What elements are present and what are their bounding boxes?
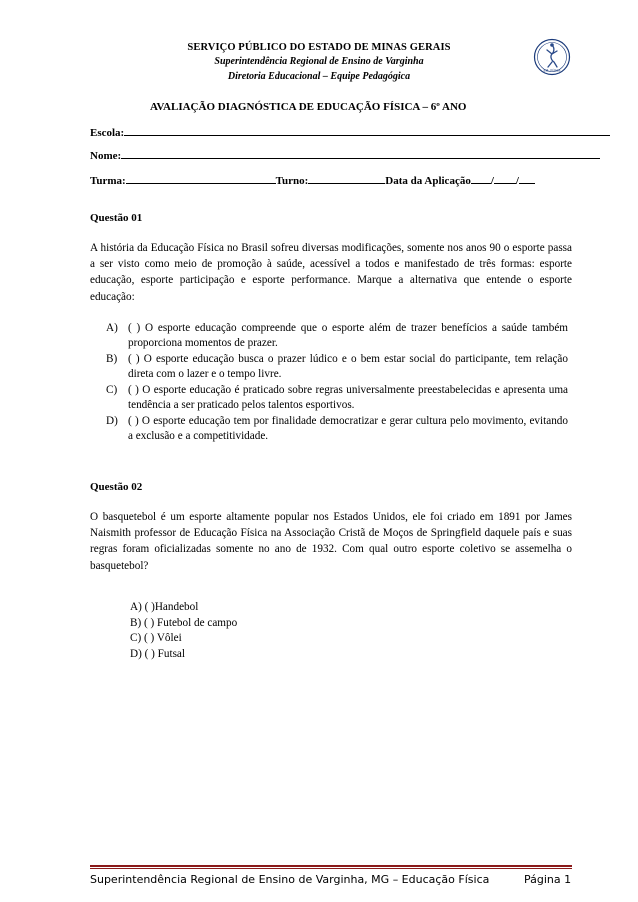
header-superintendence: Superintendência Regional de Ensino de Varginha — [214, 56, 424, 67]
question-2-text: O basquetebol é um esporte altamente popular nos Estados Unidos, ele foi criado em 1891 por James Naismith professor de Educação Física na Associação Cristã de Moços de Springfield daquele país e suas regras foram oficializadas somente no ano de 1932. Com qual outro esporte coletivo se assemelha o basquetebol? — [90, 511, 572, 572]
school-label: Escola: — [90, 127, 125, 139]
class-line[interactable] — [126, 172, 276, 184]
footer-text: Superintendência Regional de Ensino de Varginha, MG – Educação Física — [90, 873, 490, 886]
shift-line[interactable] — [308, 172, 385, 184]
question-2-option-b[interactable]: B) ( ) Futebol de campo — [130, 616, 238, 629]
option-letter: D) — [106, 415, 118, 427]
option-text: ( ) O esporte educação tem por finalidade democratizar e gerar cultura pelo movimento, evitando a exclusão e a competitividade. — [128, 415, 568, 443]
class-label: Turma: — [90, 175, 126, 187]
option-text: ( ) O esporte educação busca o prazer lúdico e o bem estar social do participante, tem relação direta com o lazer e o tempo livre. — [128, 353, 568, 381]
date-year-line[interactable] — [519, 172, 535, 184]
question-1-option-a[interactable] — [106, 321, 572, 351]
physical-education-seal-icon — [533, 38, 571, 76]
question-2-option-d[interactable]: D) ( ) Futsal — [130, 647, 185, 660]
header-state-title: SERVIÇO PÚBLICO DO ESTADO DE MINAS GERAIS — [187, 42, 451, 53]
question-1-title: Questão 01 — [90, 212, 143, 224]
question-1-option-c[interactable] — [106, 383, 572, 413]
date-month-line[interactable] — [494, 172, 516, 184]
question-2-option-a[interactable]: A) ( )Handebol — [130, 601, 199, 613]
svg-text:Ed. Física: Ed. Física — [543, 68, 561, 73]
question-1-text: A história da Educação Física no Brasil sofreu diversas modificações, somente nos anos 90 o esporte passa a ser visto como meio de promoção à saúde, acessível a todos e manifestado de três formas: esporte educação, esporte participação e esporte performance. Marque a alternativa que entende o esporte educação: — [90, 242, 572, 303]
date-separator-1: / — [490, 175, 494, 187]
option-text: ( ) O esporte educação é praticado sobre regras universalmente preestabelecidas e apresenta uma tendência a ser praticado pelos talentos esportivos. — [128, 384, 568, 412]
option-letter: A) — [106, 322, 118, 334]
question-2-option-c[interactable]: C) ( ) Vôlei — [130, 632, 182, 644]
option-letter: B) — [106, 353, 118, 365]
school-field[interactable] — [90, 124, 610, 139]
date-label: Data da Aplicação — [385, 175, 471, 187]
shift-label: Turno: — [275, 175, 309, 187]
school-line[interactable] — [124, 124, 610, 136]
date-separator-2: / — [515, 175, 519, 187]
date-day-line[interactable] — [471, 172, 491, 184]
page-number: Página 1 — [524, 873, 572, 886]
name-line[interactable] — [121, 147, 600, 159]
question-2-options — [130, 600, 237, 662]
option-text: ( ) O esporte educação compreende que o esporte além de trazer benefícios a saúde também proporciona momentos de prazer. — [128, 322, 568, 350]
question-2-title: Questão 02 — [90, 481, 143, 493]
exam-title: AVALIAÇÃO DIAGNÓSTICA DE EDUCAÇÃO FÍSICA – 6º ANO — [150, 101, 467, 113]
name-field[interactable] — [90, 147, 600, 162]
footer-divider — [90, 865, 572, 867]
question-1-option-b[interactable] — [106, 352, 572, 382]
class-row — [90, 172, 535, 187]
option-letter: C) — [106, 384, 118, 396]
footer-divider-thin — [90, 868, 572, 869]
name-label: Nome: — [90, 150, 122, 162]
question-1-option-d[interactable] — [106, 414, 572, 444]
header-directorate: Diretoria Educacional – Equipe Pedagógica — [227, 71, 411, 82]
